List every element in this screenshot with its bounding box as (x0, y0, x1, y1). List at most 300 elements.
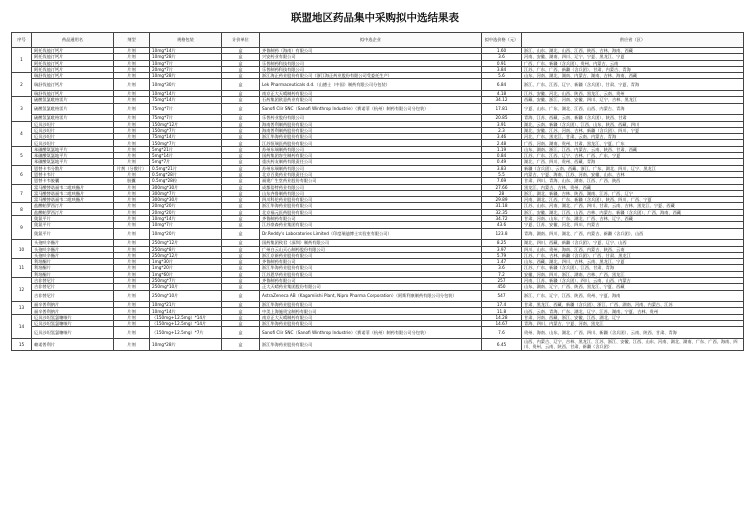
dosage-form-cell: 片剂 (114, 48, 150, 54)
dosage-form-cell: 片剂 (114, 73, 150, 79)
drug-name-cell: 奥氮平片 (32, 222, 114, 228)
price-cell: 1.19 (482, 146, 522, 152)
group-number-cell: 10 (12, 240, 32, 259)
spec-cell: 20mg*7片 (150, 66, 222, 72)
unit-cell: 盒 (222, 246, 260, 252)
company-cell: Sanofi Clir SNC（Sanofi Winthrop Industrie）（赛诺菲（杭州）制药有限公司分包装） (260, 103, 482, 115)
unit-cell: 盒 (222, 121, 260, 127)
price-cell: 1.60 (482, 48, 522, 54)
spec-cell: 5mg*14片 (150, 153, 222, 159)
group-number-cell: 1 (12, 48, 32, 73)
dosage-form-cell: 胶囊 (114, 178, 150, 184)
region-cell: 江苏、广东、广西、新疆（含兵团）、甘肃、内蒙古、青海 (522, 66, 744, 72)
table-row (12, 327, 744, 339)
price-cell: 1.47 (482, 259, 522, 265)
table-row (12, 79, 744, 91)
dosage-form-cell: 片剂 (114, 302, 150, 308)
spec-cell: 300mg*30片 (150, 197, 222, 203)
price-cell: 450 (482, 284, 522, 290)
region-cell: 甘肃、河南、山东、广东、湖北、广西、吉林、辽宁、西藏 (522, 216, 744, 222)
unit-cell: 盒 (222, 79, 260, 91)
unit-cell: 盒 (222, 271, 260, 277)
price-cell: 14.28 (482, 314, 522, 320)
table-row (12, 103, 744, 115)
drug-name-cell: 富马酸替诺福韦二吡呋酯片 (32, 190, 114, 196)
region-cell: 山东、湖南、辽宁、广西、陕西、黑龙江、宁夏、西藏 (522, 284, 744, 290)
unit-cell: 盒 (222, 165, 260, 171)
region-cell: 山西、云南、青海、广东、湖北、辽宁、江苏、湖南、宁夏、吉林、贵州 (522, 308, 744, 314)
spec-cell: 10mg*14片 (150, 91, 222, 97)
table-row (12, 228, 744, 240)
group-number-cell: 8 (12, 203, 32, 216)
header-form: 剂型 (114, 33, 150, 48)
unit-cell: 盒 (222, 97, 260, 103)
dosage-form-cell: 片剂 (114, 103, 150, 115)
company-cell: 浙江华海药业股份有限公司 (260, 203, 482, 209)
price-cell: 3.6 (482, 265, 522, 271)
company-cell: 海南普利制药股份有限公司 (260, 121, 482, 127)
group-number-cell: 12 (12, 277, 32, 301)
price-cell: 0.91 (482, 60, 522, 66)
company-cell: 齐鲁制药有限公司 (260, 259, 482, 265)
region-cell: 青海、湖南、四川、湖北、广西、内蒙古、新疆（含兵团）、山西 (522, 228, 744, 240)
dosage-form-cell: 片剂 (114, 97, 150, 103)
drug-name-cell: 瑞舒伐他汀钙片 (32, 79, 114, 91)
unit-cell: 盒 (222, 216, 260, 222)
spec-cell: 10mg*7片 (150, 222, 222, 228)
spec-cell: 5mg*21片 (150, 146, 222, 152)
spec-cell: 250mg*7片 (150, 277, 222, 283)
unit-cell: 盒 (222, 127, 260, 133)
company-cell: 浙江华海药业股份有限公司 (260, 338, 482, 350)
company-cell: Lek Pharmaceuticals d.d.（山德士（中国）制药有限公司分包装） (260, 79, 482, 91)
price-cell: 3.84 (482, 66, 522, 72)
price-cell: 7.2 (482, 271, 522, 277)
drug-name-cell: 苯磺酸氨氯地平片 (32, 159, 114, 165)
company-cell: 正大天晴药业集团股份有限公司 (260, 284, 482, 290)
spec-cell: 10mg*7片 (150, 60, 222, 66)
unit-cell: 盒 (222, 338, 260, 350)
dosage-form-cell: 片剂 (114, 290, 150, 302)
company-cell: 广州白云山天心制药股份有限公司 (260, 246, 482, 252)
unit-cell: 盒 (222, 308, 260, 314)
table-row (12, 338, 744, 350)
company-cell: 北京福元医药股份有限公司 (260, 209, 482, 215)
spec-cell: 250mg*10片 (150, 290, 222, 302)
dosage-form-cell: 片剂 (114, 338, 150, 350)
region-cell: 山东、西藏、湖北、四川、吉林、云南、黑龙江、宁夏 (522, 259, 744, 265)
company-cell: 北京百奥药业有限责任公司 (260, 171, 482, 177)
drug-name-cell: 盐酸帕罗西汀片 (32, 209, 114, 215)
group-number-cell: 7 (12, 184, 32, 203)
dosage-form-cell: 片剂 (114, 140, 150, 146)
region-cell: 浙江、安徽、湖北、江西、山西、吉林、内蒙古、新疆（含兵团）、广西、海南、西藏 (522, 209, 744, 215)
unit-cell: 盒 (222, 209, 260, 215)
unit-cell: 盒 (222, 277, 260, 283)
dosage-form-cell: 片剂 (114, 308, 150, 314)
unit-cell: 盒 (222, 171, 260, 177)
spec-cell: 20mg*20片 (150, 209, 222, 215)
region-cell: 浙江、山东、湖北、山西、江西、陕西、吉林、海南、西藏 (522, 48, 744, 54)
dosage-form-cell: 片剂 (114, 265, 150, 271)
spec-cell: 0.5mg*28粒 (150, 178, 222, 184)
dosage-form-cell: 片剂 (114, 209, 150, 215)
header-row (12, 33, 744, 48)
spec-cell: 10mg*21片 (150, 302, 222, 308)
company-cell: 齐鲁制药（海南）有限公司 (260, 48, 482, 54)
price-cell: 11.8 (482, 308, 522, 314)
spec-cell: 5mg*7片 (150, 159, 222, 165)
company-cell: 齐鲁制药有限公司 (260, 277, 482, 283)
drug-name-cell: 利培酮片 (32, 265, 114, 271)
dosage-form-cell: 片剂 (114, 327, 150, 339)
drug-name-cell: 恩替卡韦分散片 (32, 165, 114, 171)
unit-cell: 盒 (222, 327, 260, 339)
company-cell: 石药集团欧意药业有限公司 (260, 97, 482, 103)
company-cell: 乐普药业股份有限公司 (260, 115, 482, 121)
company-cell: 浙江京新药业股份有限公司 (260, 252, 482, 258)
group-number-cell: 9 (12, 216, 32, 240)
drug-name-cell: 头孢呋辛酯片 (32, 240, 114, 246)
drug-name-cell: 阿托伐他汀钙片 (32, 54, 114, 60)
company-cell: 苏州东瑞制药有限公司 (260, 165, 482, 171)
company-cell: 浙江华海药业股份有限公司 (260, 134, 482, 140)
region-cell: 山西、内蒙古、辽宁、吉林、黑龙江、江苏、浙江、安徽、江西、山东、河南、湖北、湖南、广东、广西、海南、四川、贵州、云南、陕西、甘肃、新疆（含兵团） (522, 338, 744, 350)
region-cell: 广西、广东、新疆（含兵团）、贵州、内蒙古、云南 (522, 60, 744, 66)
dosage-form-cell: 片剂 (114, 134, 150, 140)
dosage-form-cell: 片剂 (114, 54, 150, 60)
company-cell: 兴安药业有限公司 (260, 54, 482, 60)
region-cell: 甘肃、黑龙江、西藏、新疆（含兵团）、浙江、广西、湖南、河南、内蒙古、江苏 (522, 302, 744, 308)
unit-cell: 盒 (222, 103, 260, 115)
region-cell: 江苏、广东、吉林、新疆（含兵团）、广西、甘肃、黑龙江 (522, 252, 744, 258)
region-cell: 安徽、河南、四川、浙江、湖南、吉林、广西、黑龙江 (522, 271, 744, 277)
region-cell: 河北、广东、黑龙江、甘肃、云南、内蒙古、青海 (522, 134, 744, 140)
drug-name-cell: 利培酮片 (32, 271, 114, 277)
price-cell: 4.18 (482, 91, 522, 97)
unit-cell: 盒 (222, 314, 260, 320)
unit-cell: 盒 (222, 140, 260, 146)
drug-name-cell: 阿托伐他汀钙片 (32, 66, 114, 72)
price-cell: 5.5 (482, 171, 522, 177)
dosage-form-cell: 片剂 (114, 159, 150, 165)
drug-name-cell: 吉非替尼片 (32, 290, 114, 302)
price-cell: 3.97 (482, 246, 522, 252)
group-number-cell: 14 (12, 314, 32, 338)
spec-cell: 0.5mg*28片 (150, 171, 222, 177)
dosage-form-cell: 片剂 (114, 321, 150, 327)
spec-cell: 10mg*30片 (150, 79, 222, 91)
company-cell: 国药集团容生制药有限公司 (260, 153, 482, 159)
price-cell: 17.4 (482, 302, 522, 308)
unit-cell: 盒 (222, 178, 260, 184)
region-cell: 贵州、海南、山东、湖北、广西、四川、新疆（含兵团）、云南、陕西、甘肃、青海 (522, 327, 744, 339)
drug-name-cell: 硫酸氢氯吡格雷片 (32, 115, 114, 121)
header-no: 序号 (12, 33, 32, 48)
region-cell: 青海、江苏、西藏、云南、新疆（含兵团）、陕西、甘肃 (522, 115, 744, 121)
company-cell: 山东齐鲁制药有限公司 (260, 190, 482, 196)
company-cell: 江苏恩华药业股份有限公司 (260, 271, 482, 277)
region-cell: 甘肃、四川、青海、山东、湖南、江西、广西、陕西 (522, 178, 744, 184)
region-cell: 山东、河南、湖北、湖南、内蒙古、湖南、吉林、海南、西藏 (522, 73, 744, 79)
drug-name-cell: 奥氮平片 (32, 216, 114, 222)
unit-cell: 盒 (222, 197, 260, 203)
unit-cell: 盒 (222, 321, 260, 327)
drug-name-cell: 头孢呋辛酯片 (32, 246, 114, 252)
drug-name-cell: 盐酸帕罗西汀片 (32, 203, 114, 209)
drug-name-cell: 厄贝沙坦片 (32, 121, 114, 127)
drug-name-cell: 福辛普利钠片 (32, 302, 114, 308)
dosage-form-cell: 片剂 (114, 197, 150, 203)
company-cell: 乐普制药科技有限公司 (260, 66, 482, 72)
price-cell: 123.8 (482, 228, 522, 240)
dosage-form-cell: 片剂 (114, 228, 150, 240)
company-cell: Sanofi Clir SNC（Sanofi Winthrop Industrie）（赛诺菲（杭州）制药有限公司分包装） (260, 327, 482, 339)
price-cell: 3.83 (482, 165, 522, 171)
price-cell: 8.25 (482, 240, 522, 246)
drug-name-cell: 富马酸替诺福韦二吡呋酯片 (32, 197, 114, 203)
dosage-form-cell: 片剂 (114, 284, 150, 290)
dosage-form-cell: 片剂 (114, 115, 150, 121)
unit-cell: 盒 (222, 54, 260, 60)
group-number-cell: 4 (12, 121, 32, 146)
drug-name-cell: 厄贝沙坦氢氯噻嗪片 (32, 327, 114, 339)
drug-name-cell: 阿托伐他汀钙片 (32, 60, 114, 66)
drug-name-cell: 头孢呋辛酯片 (32, 252, 114, 258)
price-cell: 28 (482, 190, 522, 196)
dosage-form-cell: 片剂 (114, 153, 150, 159)
price-cell: 5.79 (482, 252, 522, 258)
dosage-form-cell: 片剂 (114, 259, 150, 265)
table-row (12, 290, 744, 302)
company-cell: 浙江海正药业股份有限公司（浙江海正药业股份有限公司受委托生产） (260, 73, 482, 79)
drug-name-cell: 硫酸氢氯吡格雷片 (32, 103, 114, 115)
drug-name-cell: 吉非替尼片 (32, 277, 114, 283)
region-cell: 广西、河南、湖南、贵州、甘肃、黑龙江、宁夏、广东 (522, 140, 744, 146)
dosage-form-cell: 片剂 (114, 203, 150, 209)
company-cell: 江苏豪森药业集团有限公司 (260, 222, 482, 228)
region-cell: 浙江、广东、辽宁、江西、陕西、贵州、宁夏、海南 (522, 290, 744, 302)
header-company: 拟中选企业 (260, 33, 482, 48)
company-cell: 成都倍特药业有限公司 (260, 184, 482, 190)
header-price: 拟中选价格（元） (482, 33, 522, 48)
unit-cell: 盒 (222, 91, 260, 97)
region-cell: 河南、江苏、新疆（含兵团）、四川、云南、山西、内蒙古 (522, 277, 744, 283)
spec-cell: 150mg*7片 (150, 127, 222, 133)
unit-cell: 盒 (222, 134, 260, 140)
company-cell: 南京正大天晴制药有限公司 (260, 314, 482, 320)
drug-name-cell: 硫酸氢氯吡格雷片 (32, 97, 114, 103)
dosage-form-cell: 片剂 (114, 190, 150, 196)
region-cell: 湖北、安徽、江苏、河南、吉林、新疆（含兵团）、四川、宁夏 (522, 127, 744, 133)
region-cell: 江苏、广东、新疆（含兵团）、江西、甘肃、青海 (522, 265, 744, 271)
drug-name-cell: 恩替卡韦片 (32, 171, 114, 177)
unit-cell: 盒 (222, 302, 260, 308)
unit-cell: 盒 (222, 153, 260, 159)
drug-name-cell: 赖诺普利片 (32, 338, 114, 350)
dosage-form-cell: 片剂 (114, 146, 150, 152)
drug-name-cell: 吉非替尼片 (32, 284, 114, 290)
company-cell: 苏州东瑞制药有限公司 (260, 146, 482, 152)
dosage-form-cell: 片剂 (114, 121, 150, 127)
company-cell: Dr.Reddy's Laboratories Limited（印度瑞迪博士实验室有限公司） (260, 228, 482, 240)
dosage-form-cell: 片剂 (114, 252, 150, 258)
drug-name-cell: 厄贝沙坦片 (32, 127, 114, 133)
region-cell: 内蒙古、宁夏、海南、江苏、河南、安徽、山东、吉林 (522, 171, 744, 177)
unit-cell: 盒 (222, 222, 260, 228)
company-cell: 江苏恒瑞医药股份有限公司 (260, 140, 482, 146)
region-cell: 浙江、湖北、新疆、吉林、陕西、湖南、江苏、广西、辽宁 (522, 190, 744, 196)
spec-cell: 10mg*14片 (150, 48, 222, 54)
company-cell: 浙江华海药业股份有限公司 (260, 302, 482, 308)
group-number-cell: 3 (12, 97, 32, 121)
price-cell: 6.84 (482, 79, 522, 91)
dosage-form-cell: 片剂 (114, 91, 150, 97)
company-cell: 国药集团致君（深圳）制药有限公司 (260, 240, 482, 246)
spec-cell: 0.5mg*21片 (150, 165, 222, 171)
spec-cell: 20mg*20片 (150, 203, 222, 209)
unit-cell: 盒 (222, 115, 260, 121)
price-cell: 3.6 (482, 54, 522, 60)
group-number-cell: 15 (12, 338, 32, 350)
spec-cell: 10mg*28片 (150, 338, 222, 350)
group-number-cell: 13 (12, 302, 32, 315)
dosage-form-cell: 片剂 (114, 66, 150, 72)
spec-cell: （150mg+12.5mg）*14片 (150, 321, 222, 327)
region-cell: 江苏、安徽、河北、山西、陕西、黑龙江、云南、贵州 (522, 91, 744, 97)
dosage-form-cell: 片剂 (114, 79, 150, 91)
dosage-form-cell: 片剂 (114, 314, 150, 320)
price-cell: 5.6 (482, 73, 522, 79)
region-cell: 四川、山东、贵州、海南、江西、内蒙古、陕西、云南 (522, 246, 744, 252)
spec-cell: （150mg+12.5mg）*7片 (150, 327, 222, 339)
region-cell: 黑龙江、内蒙古、吉林、贵州、西藏 (522, 184, 744, 190)
spec-cell: 150mg*12片 (150, 121, 222, 127)
unit-cell: 盒 (222, 190, 260, 196)
price-cell: 7.69 (482, 178, 522, 184)
company-cell: 重庆药友制药有限责任公司 (260, 159, 482, 165)
drug-name-cell: 厄贝沙坦氢氯噻嗪片 (32, 321, 114, 327)
price-cell: 6.45 (482, 338, 522, 350)
group-number-cell: 2 (12, 73, 32, 97)
unit-cell: 盒 (222, 240, 260, 246)
unit-cell: 盒 (222, 184, 260, 190)
price-cell: 7.6 (482, 327, 522, 339)
region-cell: 河南、湖北、江西、广东、新疆（含兵团）、陕西、四川、广西、宁夏 (522, 197, 744, 203)
unit-cell: 盒 (222, 146, 260, 152)
spec-cell: 250mg*12片 (150, 240, 222, 246)
unit-cell: 盒 (222, 265, 260, 271)
company-cell: 浙江华海药业股份有限公司 (260, 321, 482, 327)
dosage-form-cell: 片剂 (114, 222, 150, 228)
unit-cell: 盒 (222, 60, 260, 66)
spec-cell: 75mg*7片 (150, 115, 222, 121)
group-number-cell: 6 (12, 165, 32, 184)
company-cell: 南京正大天晴制药有限公司 (260, 91, 482, 97)
region-cell: 宁夏、山东、广东、湖北、江西、山西、内蒙古、青海 (522, 103, 744, 115)
region-cell: 湖北、四川、西藏、新疆（含兵团）、宁夏、辽宁、山西 (522, 240, 744, 246)
price-cell: 3.46 (482, 134, 522, 140)
group-number-cell: 11 (12, 259, 32, 278)
dosage-form-cell: 片剂 (114, 277, 150, 283)
spec-cell: 150mg*7片 (150, 140, 222, 146)
region-cell: 宁夏、江苏、安徽、河北、四川、内蒙古 (522, 222, 744, 228)
company-cell: AstraZeneca AB（Kagamiishi Plant, Nipro Pharma Corporation）（阿斯利康制药有限公司分包装） (260, 290, 482, 302)
spec-cell: 10mg*14片 (150, 308, 222, 314)
unit-cell: 盒 (222, 290, 260, 302)
region-cell: 湖北、广西、四川、贵州、西藏、青海 (522, 159, 744, 165)
unit-cell: 盒 (222, 284, 260, 290)
spec-cell: 300mg*30片 (150, 184, 222, 190)
spec-cell: 75mg*14片 (150, 97, 222, 103)
region-cell: 新疆（含兵团）、云南、西藏、浙江、广东、湖北、四川、辽宁、黑龙江 (522, 165, 744, 171)
unit-cell: 盒 (222, 203, 260, 209)
price-cell: 0.84 (482, 153, 522, 159)
price-cell: 27.66 (482, 184, 522, 190)
spec-cell: 1mg*20片 (150, 265, 222, 271)
company-cell: 海南普利制药股份有限公司 (260, 127, 482, 133)
drug-name-cell: 瑞舒伐他汀钙片 (32, 91, 114, 97)
dosage-form-cell: 片剂 (114, 271, 150, 277)
dosage-form-cell: 片剂 (114, 240, 150, 246)
unit-cell: 盒 (222, 66, 260, 72)
unit-cell: 盒 (222, 228, 260, 240)
header-region: 供应省（区） (522, 33, 744, 48)
drug-name-cell: 阿托伐他汀钙片 (32, 48, 114, 54)
drug-name-cell: 厄贝沙坦片 (32, 140, 114, 146)
dosage-form-cell: 片剂 (114, 246, 150, 252)
drug-name-cell: 恩替卡韦胶囊 (32, 178, 114, 184)
drug-name-cell: 利培酮片 (32, 259, 114, 265)
header-unit: 计价单位 (222, 33, 260, 48)
group-number-cell: 5 (12, 146, 32, 165)
company-cell: 齐鲁制药有限公司 (260, 216, 482, 222)
spec-cell: 1mg*60片 (150, 271, 222, 277)
dosage-form-cell: 片剂 (114, 60, 150, 66)
drug-name-cell: 福辛普利钠片 (32, 308, 114, 314)
dosage-form-cell: 片剂 (114, 171, 150, 177)
spec-cell: 300mg*7片 (150, 190, 222, 196)
header-name: 药品通用名 (32, 33, 114, 48)
price-cell: 31.18 (482, 203, 522, 209)
spec-cell: 10mg*28片 (150, 73, 222, 79)
drug-name-cell: 奥氮平片 (32, 228, 114, 240)
company-cell: 浙江华海药业股份有限公司 (260, 265, 482, 271)
region-cell: 江苏、山东、河南、湖北、广西、四川、甘肃、云南、吉林、黑龙江、宁夏、西藏 (522, 203, 744, 209)
price-cell: 20.85 (482, 115, 522, 121)
region-cell: 山东、湖南、浙江、江西、内蒙古、云南、陕西、甘肃、西藏 (522, 146, 744, 152)
spec-cell: 10mg*20片 (150, 228, 222, 240)
spec-cell: （150mg+12.5mg）*14片 (150, 314, 222, 320)
spec-cell: 75mg*7片 (150, 103, 222, 115)
unit-cell: 盒 (222, 259, 260, 265)
drug-name-cell: 富马酸替诺福韦二吡呋酯片 (32, 184, 114, 190)
unit-cell: 盒 (222, 48, 260, 54)
company-cell: 四川科伦药业股份有限公司 (260, 197, 482, 203)
unit-cell: 盒 (222, 73, 260, 79)
price-cell: 3.91 (482, 121, 522, 127)
drug-name-cell: 厄贝沙坦氢氯噻嗪片 (32, 314, 114, 320)
results-table (11, 32, 744, 351)
region-cell: 河南、安徽、湖南、四川、辽宁、宁夏、黑龙江、宁夏 (522, 54, 744, 60)
spec-cell: 250mg*12片 (150, 252, 222, 258)
company-cell: 乐普制药科技有限公司 (260, 60, 482, 66)
region-cell: 青海、四川、内蒙古、宁夏、河南、黑龙江 (522, 321, 744, 327)
price-cell: 29.89 (482, 197, 522, 203)
price-cell: 547 (482, 290, 522, 302)
dosage-form-cell: 片剂 (114, 127, 150, 133)
page-title: 联盟地区药品集中采购拟中选结果表 (291, 12, 459, 24)
